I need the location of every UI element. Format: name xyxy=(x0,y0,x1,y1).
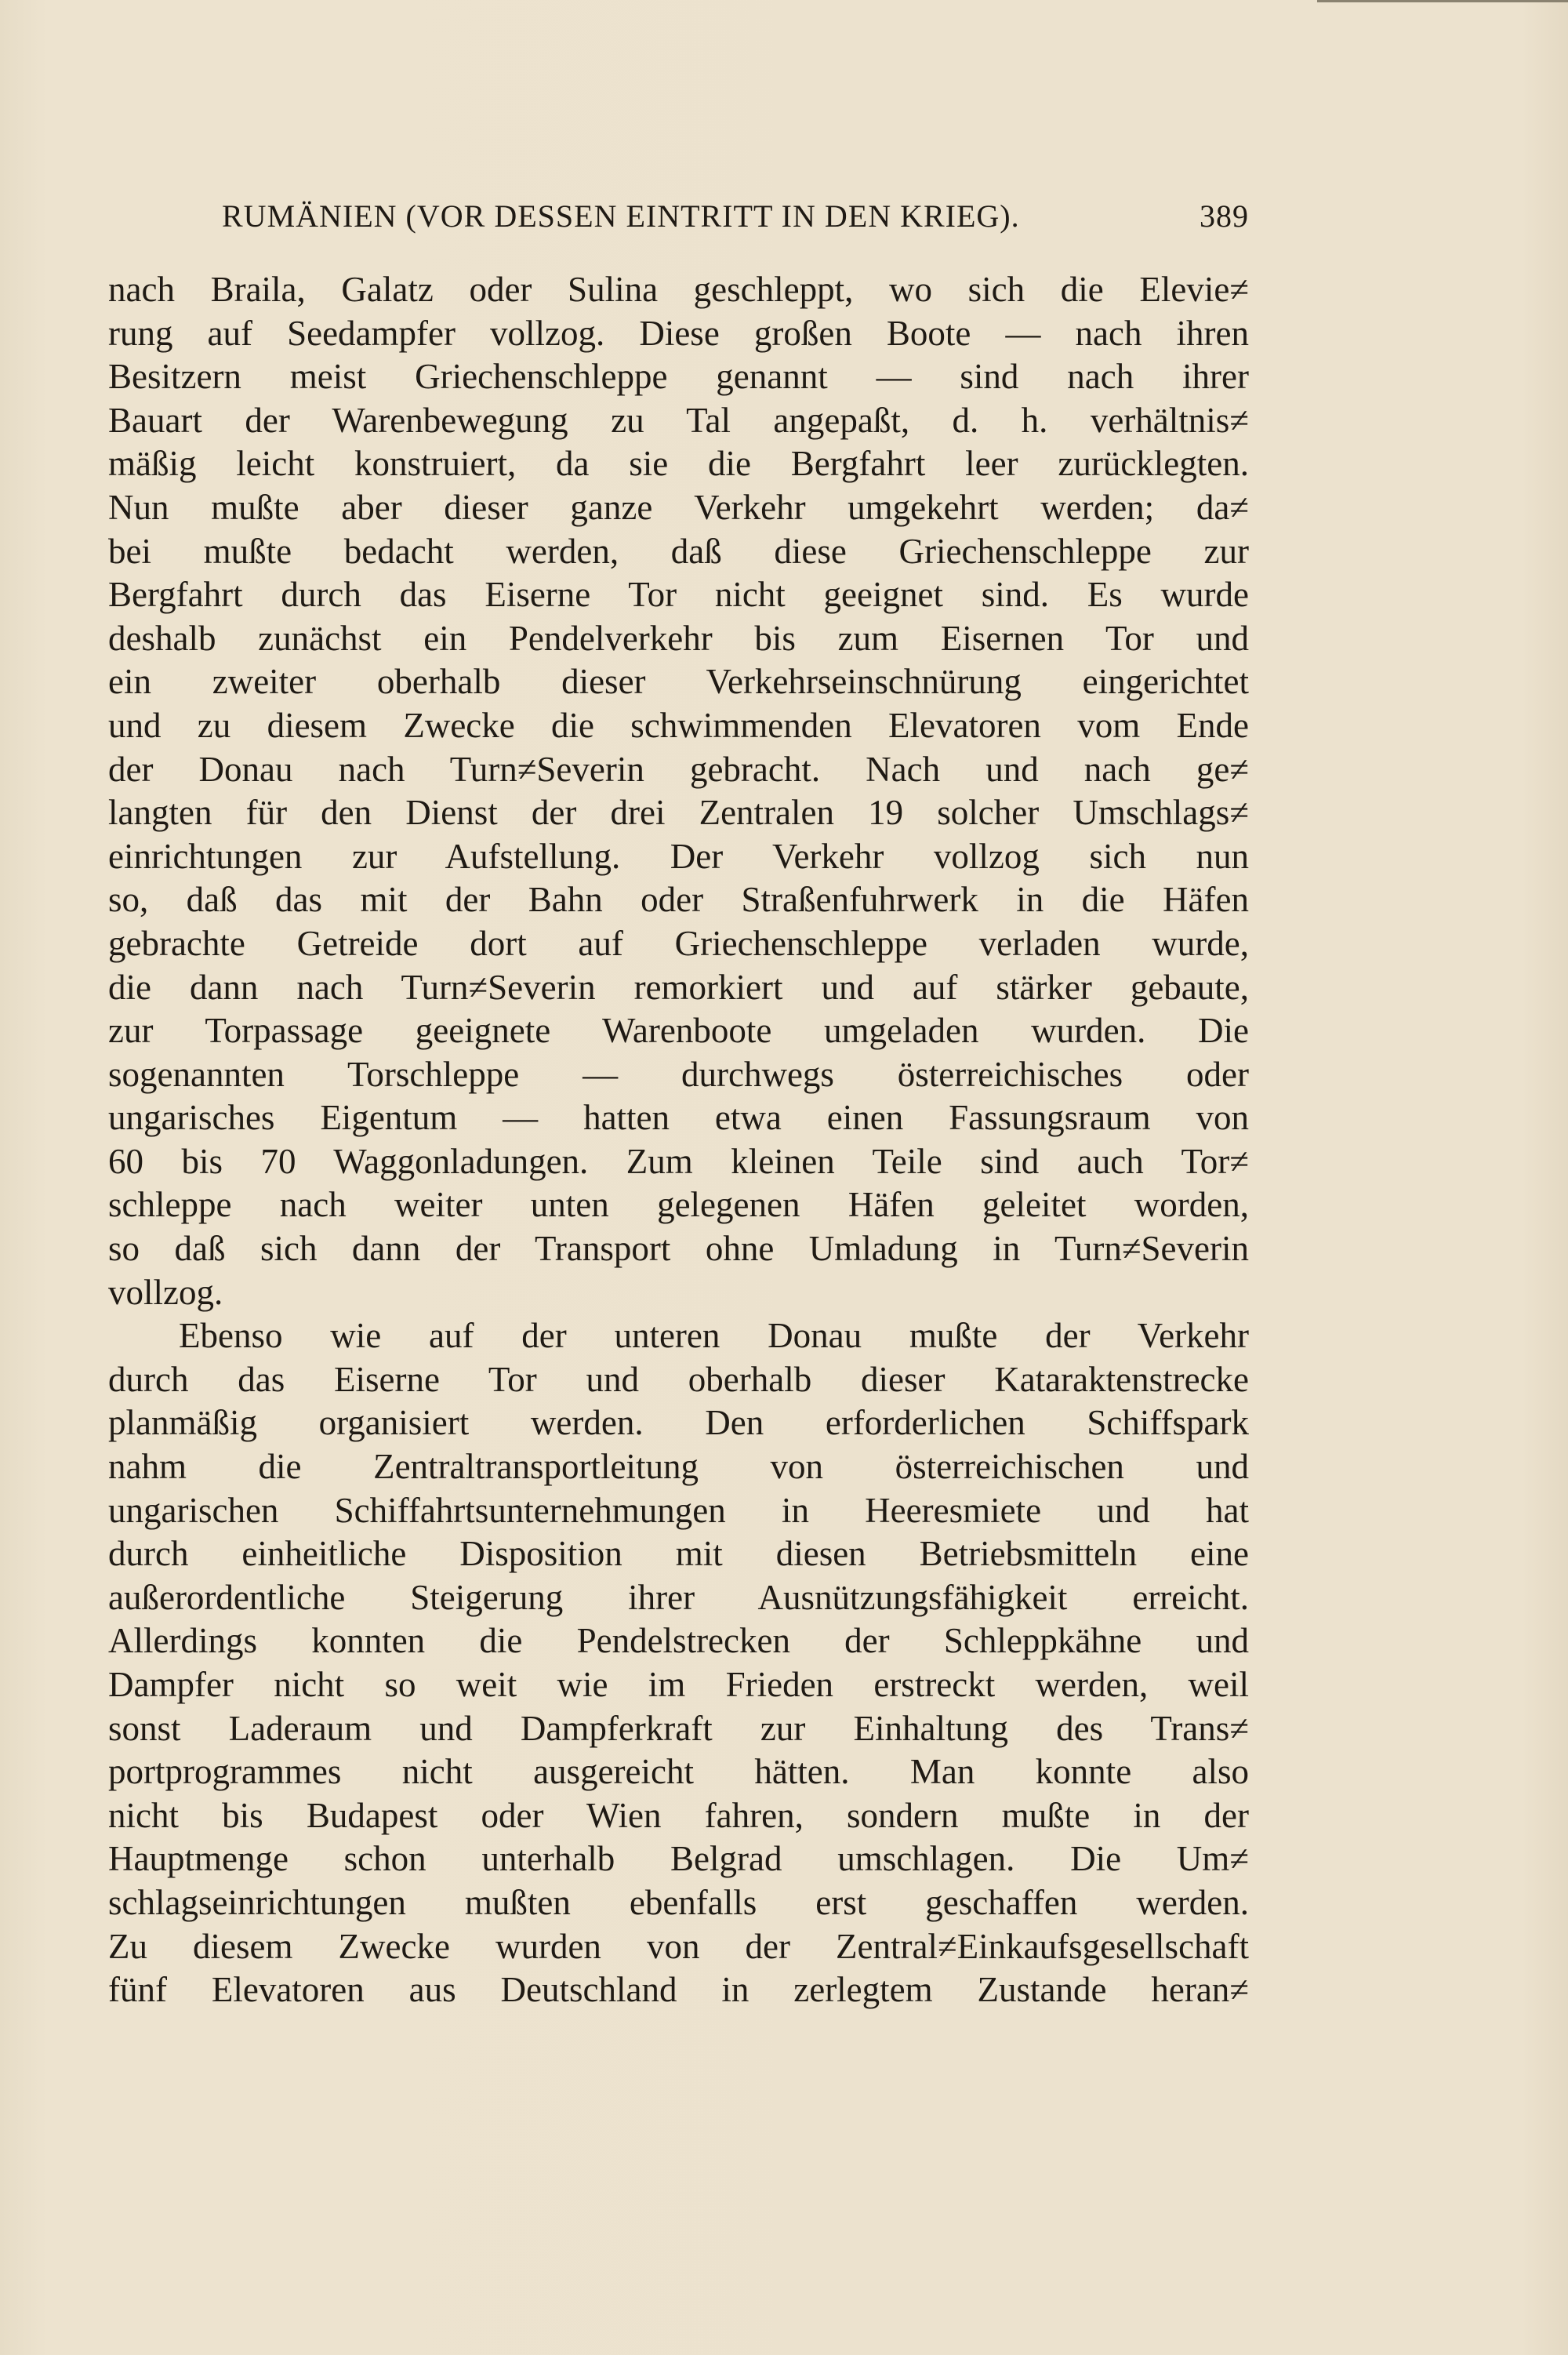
text-line: und zu diesem Zwecke die schwimmenden Elevatoren vom Ende xyxy=(108,705,1249,745)
text-line: vollzog. xyxy=(108,1272,223,1312)
text-line: nicht bis Budapest oder Wien fahren, sondern mußte in der xyxy=(108,1795,1249,1835)
text-line: fünf Elevatoren aus Deutschland in zerlegtem Zustande heran≠ xyxy=(108,1970,1249,2010)
text-line: Bergfahrt durch das Eiserne Tor nicht geeignet sind. Es wurde xyxy=(108,575,1249,615)
page-edge-rule xyxy=(1317,0,1568,2)
text-line: Besitzern meist Griechenschleppe genannt — sind nach ihrer xyxy=(108,357,1249,397)
page-number: 389 xyxy=(1200,198,1249,234)
text-line: Dampfer nicht so weit wie im Frieden erstreckt werden, weil xyxy=(108,1665,1249,1704)
text-line: rung auf Seedampfer vollzog. Diese großen Boote — nach ihren xyxy=(108,313,1249,353)
text-line: nahm die Zentraltransportleitung von österreichischen und xyxy=(108,1447,1249,1487)
text-line: nach Braila, Galatz oder Sulina geschleppt, wo sich die Elevie≠ xyxy=(108,270,1249,309)
text-line: Bauart der Warenbewegung zu Tal angepaßt, d. h. verhältnis≠ xyxy=(108,400,1249,440)
text-line: durch einheitliche Disposition mit diesen Betriebsmitteln eine xyxy=(108,1534,1249,1574)
text-line: schlagseinrichtungen mußten ebenfalls erst geschaffen werden. xyxy=(108,1882,1249,1922)
body-text xyxy=(108,268,1249,2012)
text-line: die dann nach Turn≠Severin remorkiert und auf stärker gebaute, xyxy=(108,967,1249,1007)
text-line: der Donau nach Turn≠Severin gebracht. Nach und nach ge≠ xyxy=(108,749,1249,789)
text-line: sogenannten Torschleppe — durchwegs österreichisches oder xyxy=(108,1054,1249,1094)
text-line: sonst Laderaum und Dampferkraft zur Einhaltung des Trans≠ xyxy=(108,1708,1249,1748)
text-line: außerordentliche Steigerung ihrer Ausnützungsfähigkeit erreicht. xyxy=(108,1577,1249,1617)
text-line: so, daß das mit der Bahn oder Straßenfuhrwerk in die Häfen xyxy=(108,880,1249,920)
running-head xyxy=(222,198,1249,245)
text-line: planmäßig organisiert werden. Den erforderlichen Schiffspark xyxy=(108,1403,1249,1443)
text-line: 60 bis 70 Waggonladungen. Zum kleinen Teile sind auch Tor≠ xyxy=(108,1141,1249,1181)
text-line: einrichtungen zur Aufstellung. Der Verkehr vollzog sich nun xyxy=(108,836,1249,876)
text-line: mäßig leicht konstruiert, da sie die Bergfahrt leer zurücklegten. xyxy=(108,444,1249,484)
text-line: deshalb zunächst ein Pendelverkehr bis zum Eisernen Tor und xyxy=(108,618,1249,658)
running-title: RUMÄNIEN (VOR DESSEN EINTRITT IN DEN KRIEG). xyxy=(222,198,1020,234)
text-line: Zu diesem Zwecke wurden von der Zentral≠Einkaufsgesellschaft xyxy=(108,1926,1249,1966)
text-line: durch das Eiserne Tor und oberhalb dieser Kataraktenstrecke xyxy=(108,1359,1249,1399)
text-line: ungarisches Eigentum — hatten etwa einen Fassungsraum von xyxy=(108,1098,1249,1138)
text-line: so daß sich dann der Transport ohne Umladung in Turn≠Severin xyxy=(108,1229,1249,1269)
text-line: zur Torpassage geeignete Warenboote umgeladen wurden. Die xyxy=(108,1011,1249,1051)
text-line: ein zweiter oberhalb dieser Verkehrseinschnürung eingerichtet xyxy=(108,662,1249,702)
text-line: langten für den Dienst der drei Zentralen 19 solcher Umschlags≠ xyxy=(108,793,1249,833)
text-line: Ebenso wie auf der unteren Donau mußte der Verkehr xyxy=(179,1316,1249,1356)
text-line: bei mußte bedacht werden, daß diese Griechenschleppe zur xyxy=(108,531,1249,571)
text-line: Nun mußte aber dieser ganze Verkehr umgekehrt werden; da≠ xyxy=(108,487,1249,527)
text-line: Hauptmenge schon unterhalb Belgrad umschlagen. Die Um≠ xyxy=(108,1839,1249,1879)
text-line: schleppe nach weiter unten gelegenen Häfen geleitet worden, xyxy=(108,1185,1249,1225)
text-line: ungarischen Schiffahrtsunternehmungen in Heeresmiete und hat xyxy=(108,1490,1249,1530)
text-line: portprogrammes nicht ausgereicht hätten. Man konnte also xyxy=(108,1752,1249,1792)
text-line: Allerdings konnten die Pendelstrecken der Schleppkähne und xyxy=(108,1621,1249,1661)
text-line: gebrachte Getreide dort auf Griechenschleppe verladen wurde, xyxy=(108,923,1249,963)
